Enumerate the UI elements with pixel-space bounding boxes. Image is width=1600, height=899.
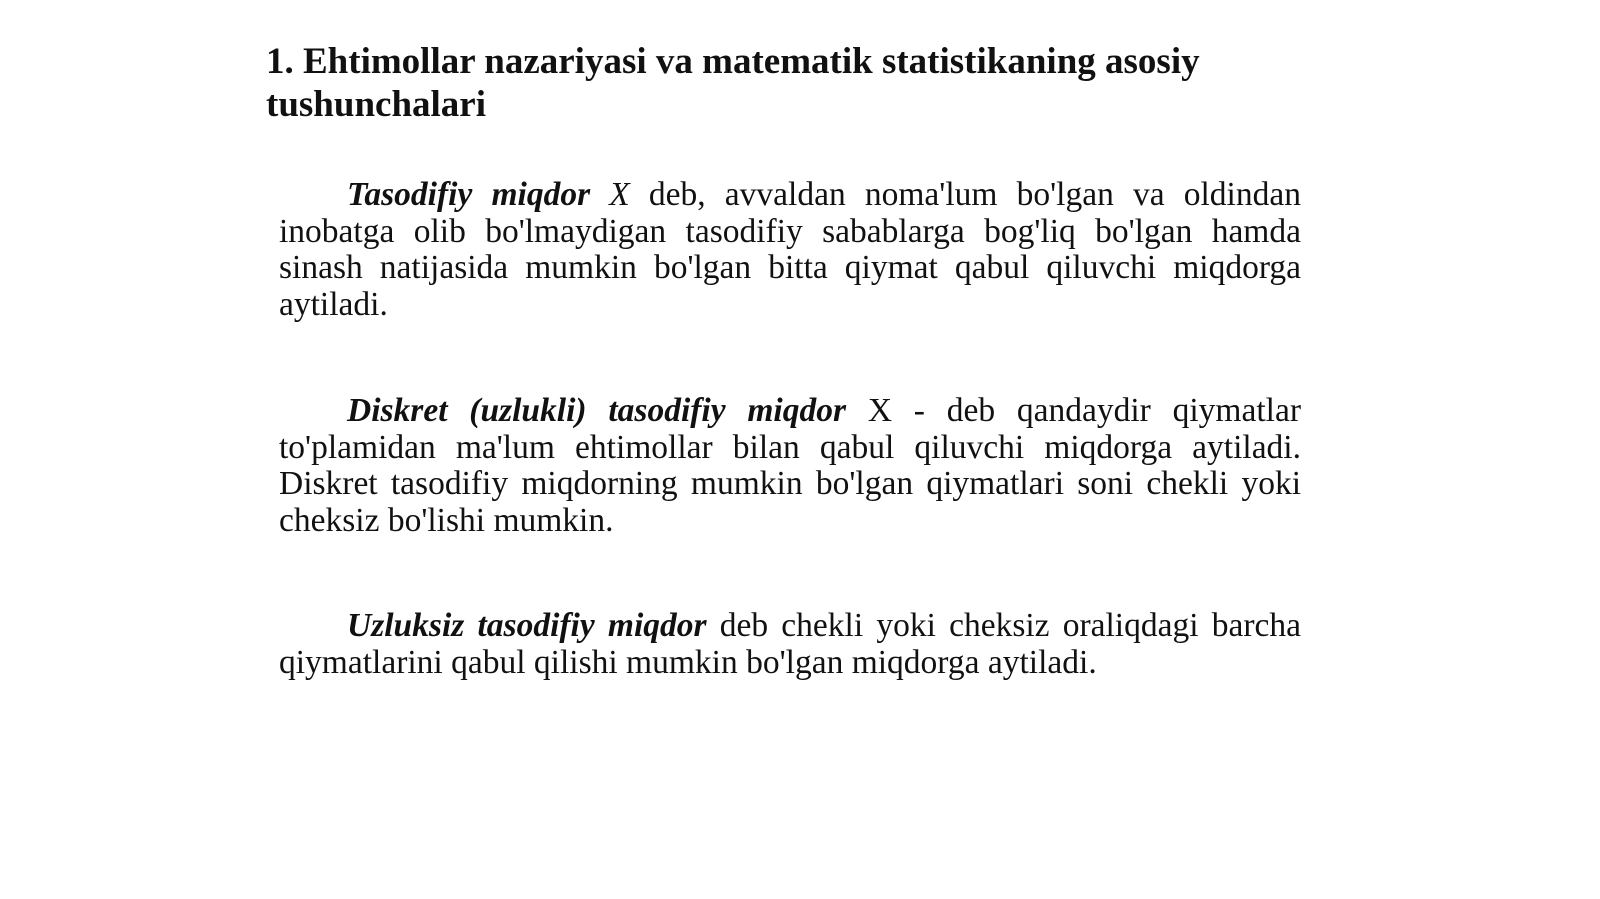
slide-title: 1. Ehtimollar nazariyasi va matematik statistikaning asosiy tushunchalari: [266, 41, 1200, 125]
variable-x: X: [609, 176, 630, 213]
definition-paragraph-random-variable: [279, 177, 1301, 323]
definition-text-random-variable: deb, avvaldan noma'lum bo'lgan va oldindan inobatga olib bo'lmaydigan tasodifiy sabablarga bog'liq bo'lgan hamda sinash natijasida mumkin bo'lgan bitta qiymat qabul qiluvchi miqdorga aytiladi.: [279, 176, 1301, 323]
definition-text-continuous-variable: deb chekli yoki cheksiz oraliqdagi barcha qiymatlarini qabul qilishi mumkin bo'lgan miqdorga aytiladi.: [279, 607, 1301, 681]
term-discrete-variable: Diskret (uzlukli) tasodifiy miqdor: [347, 392, 847, 429]
term-continuous-variable: Uzluksiz tasodifiy miqdor: [347, 607, 707, 644]
definition-text-discrete-variable: X - deb qandaydir qiymatlar to'plamidan ma'lum ehtimollar bilan qabul qiluvchi miqdorga aytiladi. Diskret tasodifiy miqdorning mumkin bo'lgan qiymatlari soni chekli yoki cheksiz bo'lishi mumkin.: [279, 392, 1301, 539]
definition-paragraph-continuous-variable: [279, 608, 1301, 681]
term-random-variable: Tasodifiy miqdor: [347, 176, 591, 213]
definition-paragraph-discrete-variable: [279, 393, 1301, 539]
